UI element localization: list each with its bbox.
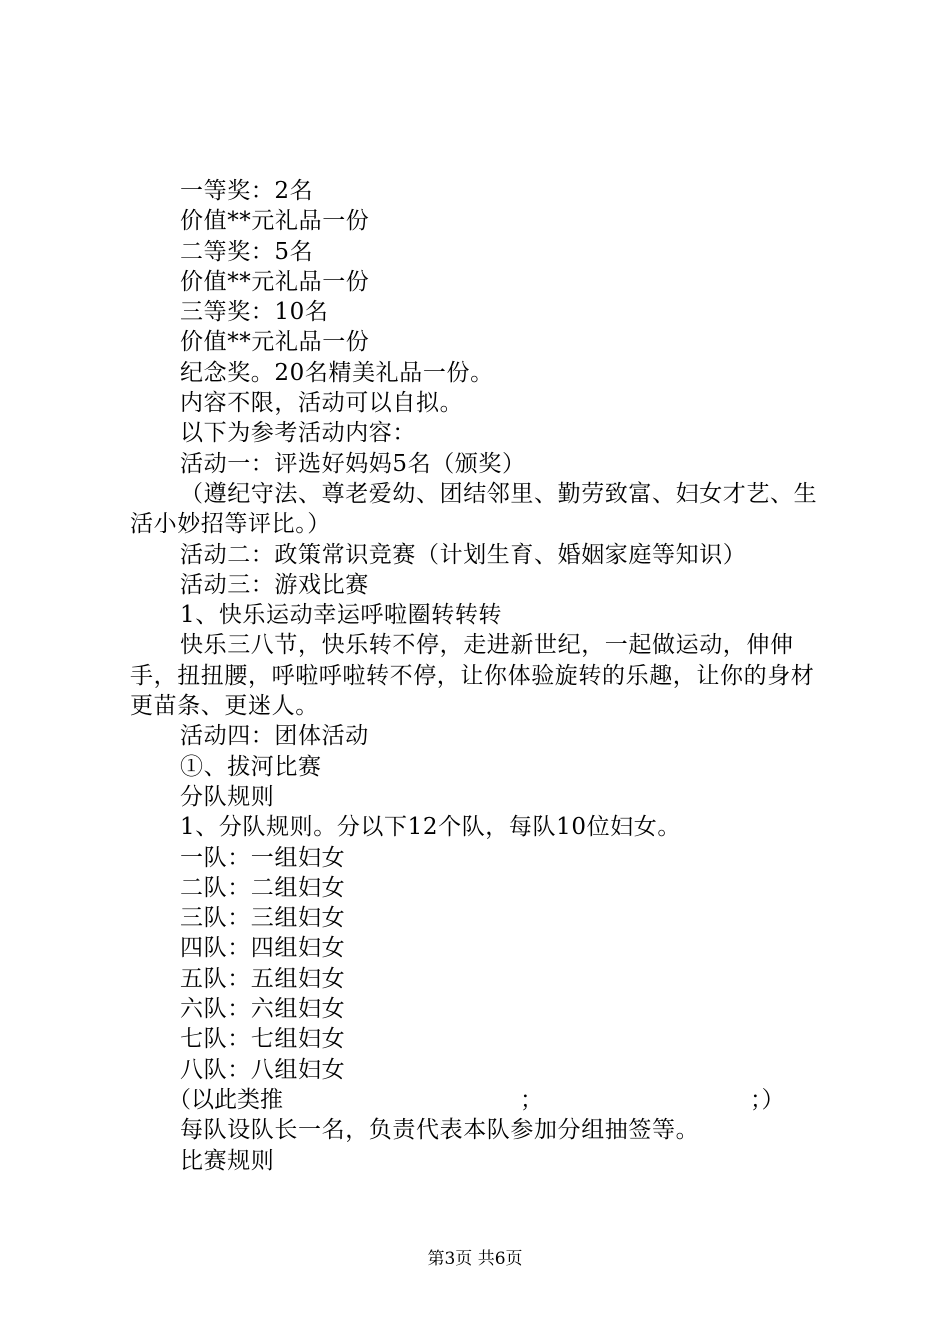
text-line: 二等奖：5名 bbox=[180, 238, 314, 265]
paragraph-conduct: （遵纪守法、尊老爱幼、团结邻里、勤劳致富、妇女才艺、生活小妙招等评比。） bbox=[130, 480, 818, 538]
document-body bbox=[130, 176, 830, 1176]
text-line: 八队：八组妇女 bbox=[180, 1056, 346, 1083]
text-line: 七队：七组妇女 bbox=[180, 1026, 346, 1053]
text-line: 二队：二组妇女 bbox=[180, 874, 346, 901]
etc-line-end: ；） bbox=[750, 1086, 785, 1113]
text-line: 活动二：政策常识竞赛（计划生育、婚姻家庭等知识） bbox=[180, 541, 747, 568]
text-line: 价值**元礼品一份 bbox=[180, 268, 370, 295]
text-line: ①、拔河比赛 bbox=[180, 753, 322, 780]
text-line: 一等奖：2名 bbox=[180, 178, 314, 204]
text-line: 价值**元礼品一份 bbox=[180, 329, 370, 356]
text-line: 活动四：团体活动 bbox=[180, 723, 369, 750]
etc-line bbox=[130, 1085, 830, 1115]
etc-line-start: （以此类推 bbox=[168, 1086, 283, 1113]
text-line: 一队：一组妇女 bbox=[180, 844, 346, 871]
text-line: 四队：四组妇女 bbox=[180, 935, 346, 962]
text-line: 纪念奖。20名精美礼品一份。 bbox=[180, 359, 494, 386]
text-line: 1、快乐运动幸运呼啦圈转转转 bbox=[180, 602, 503, 629]
text-line: 1、分队规则。分以下12个队，每队10位妇女。 bbox=[180, 814, 681, 841]
text-line: 活动三：游戏比赛 bbox=[180, 571, 369, 598]
text-line: 每队设队长一名，负责代表本队参加分组抽签等。 bbox=[180, 1117, 700, 1144]
text-line: 比赛规则 bbox=[180, 1147, 275, 1174]
text-line: 三等奖：10名 bbox=[180, 299, 329, 326]
page-footer: 第3页 共6页 bbox=[427, 1249, 523, 1269]
text-line: 六队：六组妇女 bbox=[180, 996, 346, 1023]
text-line: 活动一：评选好妈妈5名（颁奖） bbox=[180, 450, 526, 477]
text-line: 三队：三组妇女 bbox=[180, 905, 346, 932]
text-line: 五队：五组妇女 bbox=[180, 965, 346, 992]
text-line: 分队规则 bbox=[180, 783, 275, 810]
paragraph-hula: 快乐三八节，快乐转不停，走进新世纪，一起做运动，伸伸手，扭扭腰，呼啦呼啦转不停，让你体验旋转的乐趣，让你的身材更苗条、更迷人。 bbox=[130, 632, 815, 720]
etc-line-mid: ； bbox=[520, 1086, 543, 1113]
text-line: 内容不限，活动可以自拟。 bbox=[180, 390, 464, 417]
text-line: 价值**元礼品一份 bbox=[180, 208, 370, 235]
text-line: 以下为参考活动内容： bbox=[180, 420, 416, 447]
